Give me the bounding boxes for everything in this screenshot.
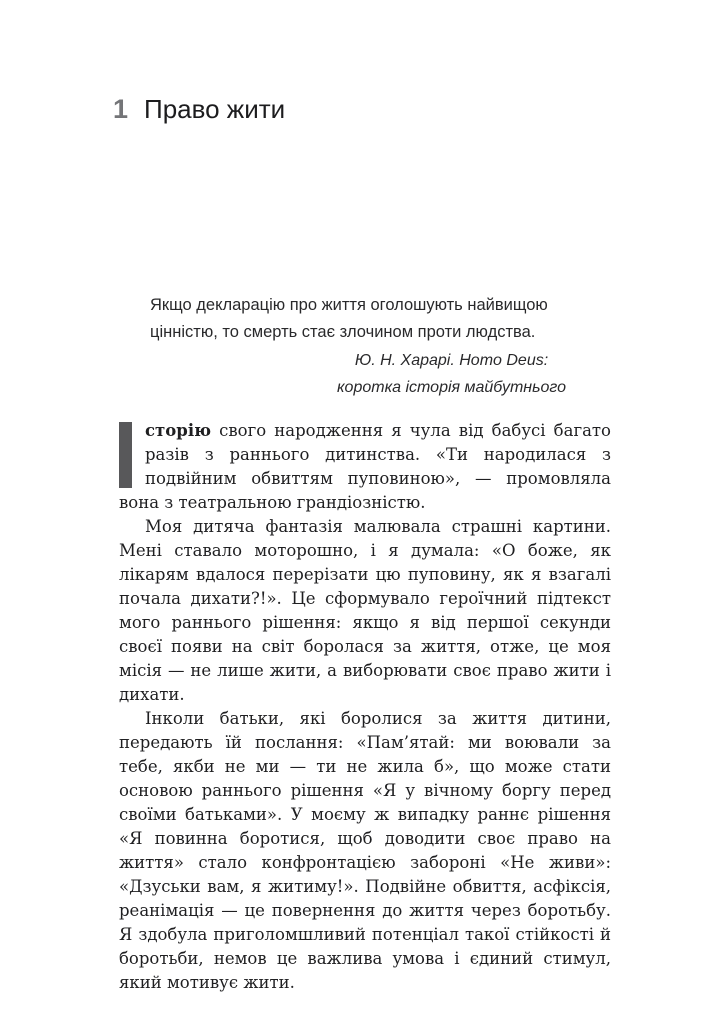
drop-cap-letter — [119, 422, 132, 488]
paragraph-third: Інколи батьки, які боролися за життя дитини, передають їй послання: «Пам’ятай: ми воювали за тебе, якби не ми — ти не жила б», що може стати основою раннього рішення «Я у вічному боргу перед своїми батьками». У моєму ж випадку раннє рішення «Я повинна боротися, щоб доводити своє право на життя» стало конфронтацією забороні «Не живи»: «Дзуськи вам, я житиму!». Подвійне обвиття, асфіксія, реанімація — це повернення до життя через боротьбу. Я здобула приголомшливий потенціал такої стійкості й боротьби, немов це важлива умова і єдиний стимул, який мотивує жити. — [119, 709, 611, 992]
epigraph-attribution — [337, 347, 566, 401]
page-content — [113, 0, 611, 995]
drop-cap — [119, 422, 132, 488]
epigraph — [150, 292, 611, 401]
paragraph-second: Моя дитяча фантазія малювала страшні картини. Мені ставало моторошно, і я думала: «О боже, як лікарям вдалося перерізати цю пуповину, як я взагалі почала дихати?!». Це сформувало героїчний підтекст мого раннього рішення: якщо я від першої секунди своєї появи на світ боролася за життя, отже, це моя місія — не лише жити, а виборювати своє право жити і дихати. — [119, 517, 611, 704]
attribution-line-2: коротка історія майбутнього — [337, 379, 566, 396]
epigraph-text: Якщо декларацію про життя оголошують найвищою цінністю, то смерть стає злочином проти людства. — [150, 296, 548, 341]
paragraph-first-lead: сторію — [145, 421, 211, 440]
attribution-line-1: Ю. Н. Харарі. Homo Deus: — [354, 352, 549, 369]
body-text — [119, 419, 611, 995]
chapter-number: 1 — [113, 94, 129, 124]
paragraph-first-rest: свого народження я чула від бабусі багато разів з раннього дитинства. «Ти народилася з подвійним обвиттям пуповиною», — промовляла вона з театральною грандіозністю. — [119, 421, 611, 512]
paragraph-first — [119, 419, 611, 515]
chapter-title: Право жити — [144, 94, 286, 124]
chapter-heading — [113, 0, 611, 129]
